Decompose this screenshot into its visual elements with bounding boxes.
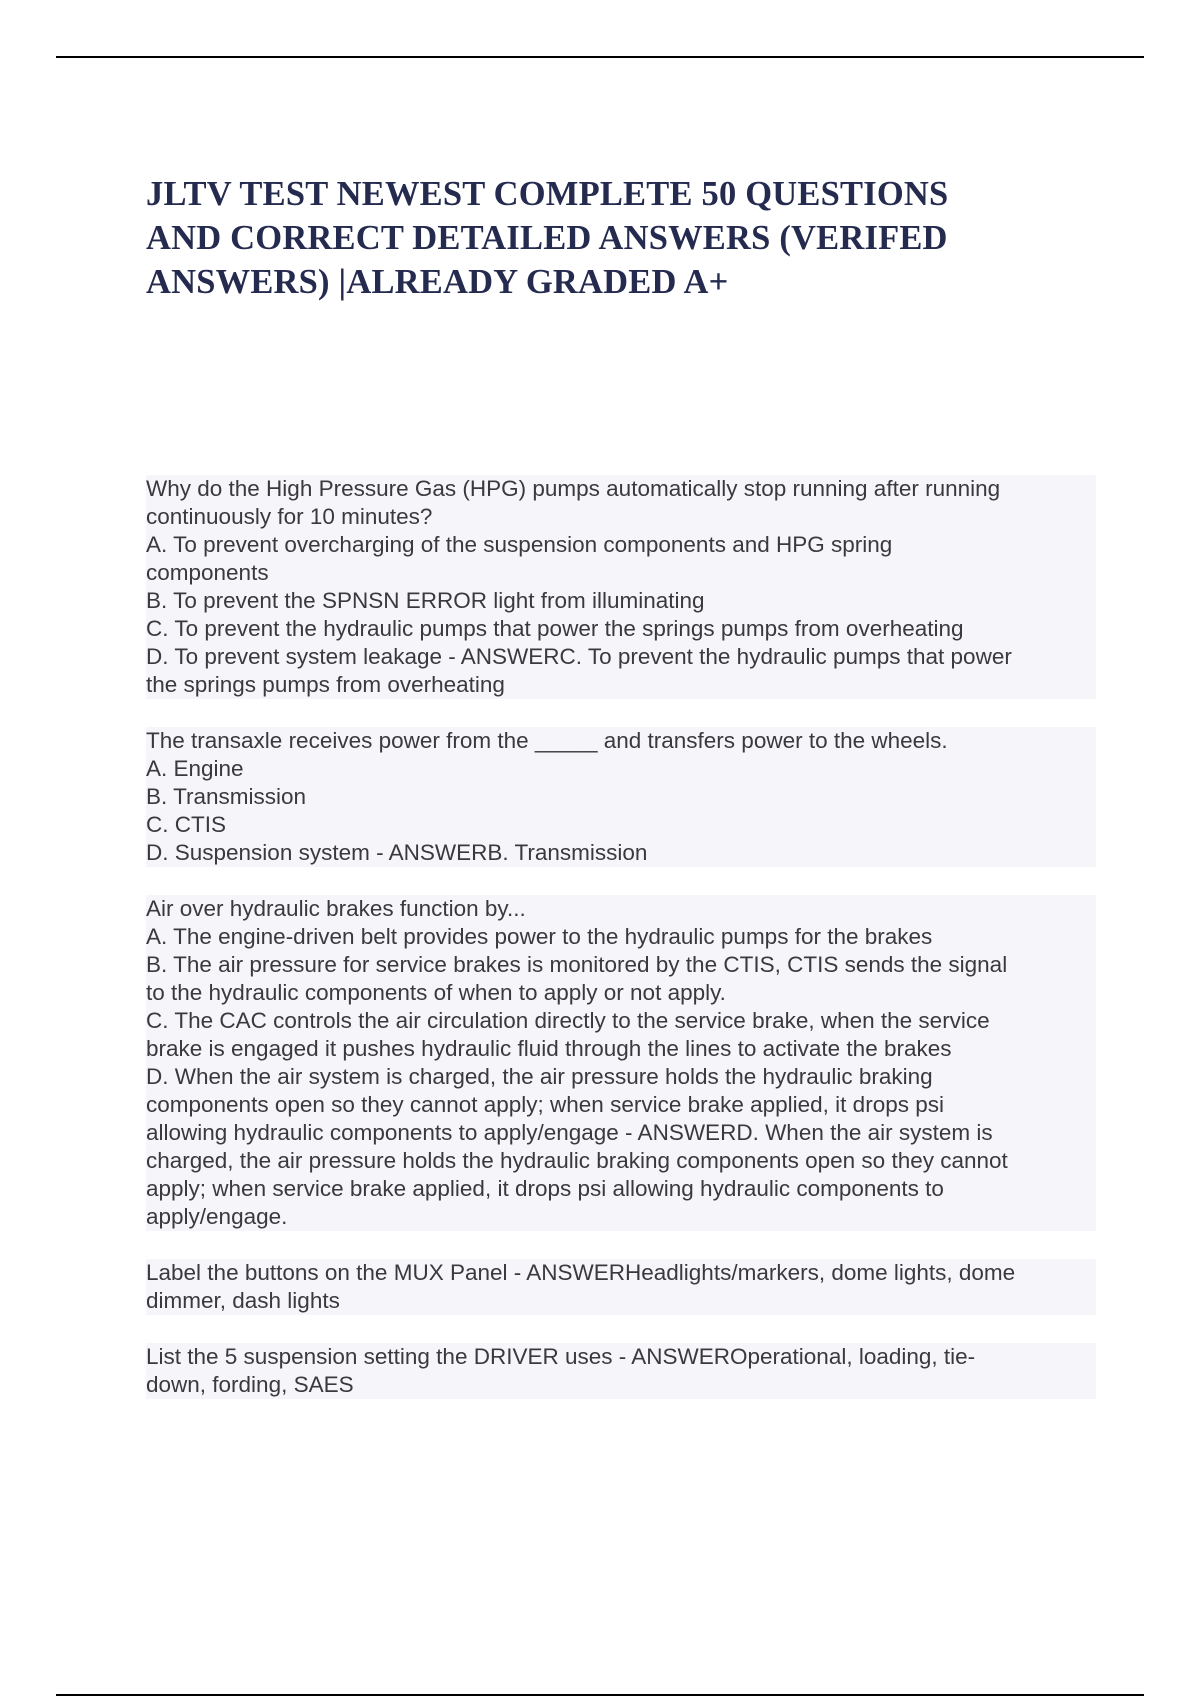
text-line: B. The air pressure for service brakes is monitored by the CTIS, CTIS sends the signal	[146, 951, 1096, 979]
text-line: apply/engage.	[146, 1203, 1096, 1231]
qa-block-hpg-pumps	[146, 475, 1096, 699]
text-line: Air over hydraulic brakes function by...	[146, 895, 1096, 923]
text-line: C. To prevent the hydraulic pumps that power the springs pumps from overheating	[146, 615, 1096, 643]
text-line: A. The engine-driven belt provides power to the hydraulic pumps for the brakes	[146, 923, 1096, 951]
text-line: D. Suspension system - ANSWERB. Transmission	[146, 839, 1096, 867]
text-line: List the 5 suspension setting the DRIVER uses - ANSWEROperational, loading, tie-	[146, 1343, 1096, 1371]
text-line: apply; when service brake applied, it drops psi allowing hydraulic components to	[146, 1175, 1096, 1203]
qa-block-air-hydraulic-brakes	[146, 895, 1096, 1231]
text-line: to the hydraulic components of when to apply or not apply.	[146, 979, 1096, 1007]
text-line: C. The CAC controls the air circulation directly to the service brake, when the service	[146, 1007, 1096, 1035]
title-line: ANSWERS) |ALREADY GRADED A+	[146, 263, 729, 301]
title-line: JLTV TEST NEWEST COMPLETE 50 QUESTIONS	[146, 175, 949, 213]
text-line: components	[146, 559, 1096, 587]
text-line: the springs pumps from overheating	[146, 671, 1096, 699]
text-line: components open so they cannot apply; when service brake applied, it drops psi	[146, 1091, 1096, 1119]
bottom-rule	[56, 1694, 1144, 1696]
qa-block-suspension-settings	[146, 1343, 1096, 1399]
top-rule	[56, 56, 1144, 58]
document-title	[146, 172, 1046, 304]
qa-block-mux-panel	[146, 1259, 1096, 1315]
text-line: A. Engine	[146, 755, 1096, 783]
text-line: B. Transmission	[146, 783, 1096, 811]
text-line: charged, the air pressure holds the hydraulic braking components open so they cannot	[146, 1147, 1096, 1175]
text-line: dimmer, dash lights	[146, 1287, 1096, 1315]
title-line: AND CORRECT DETAILED ANSWERS (VERIFED	[146, 219, 948, 257]
text-line: allowing hydraulic components to apply/engage - ANSWERD. When the air system is	[146, 1119, 1096, 1147]
text-line: The transaxle receives power from the _____ and transfers power to the wheels.	[146, 727, 1096, 755]
text-line: C. CTIS	[146, 811, 1096, 839]
text-line: A. To prevent overcharging of the suspension components and HPG spring	[146, 531, 1096, 559]
text-line: D. When the air system is charged, the air pressure holds the hydraulic braking	[146, 1063, 1096, 1091]
qa-block-transaxle	[146, 727, 1096, 867]
text-line: Why do the High Pressure Gas (HPG) pumps automatically stop running after running	[146, 475, 1096, 503]
text-line: D. To prevent system leakage - ANSWERC. To prevent the hydraulic pumps that power	[146, 643, 1096, 671]
text-line: down, fording, SAES	[146, 1371, 1096, 1399]
document-body	[146, 475, 1096, 1427]
text-line: brake is engaged it pushes hydraulic fluid through the lines to activate the brakes	[146, 1035, 1096, 1063]
text-line: Label the buttons on the MUX Panel - ANSWERHeadlights/markers, dome lights, dome	[146, 1259, 1096, 1287]
text-line: B. To prevent the SPNSN ERROR light from illuminating	[146, 587, 1096, 615]
text-line: continuously for 10 minutes?	[146, 503, 1096, 531]
